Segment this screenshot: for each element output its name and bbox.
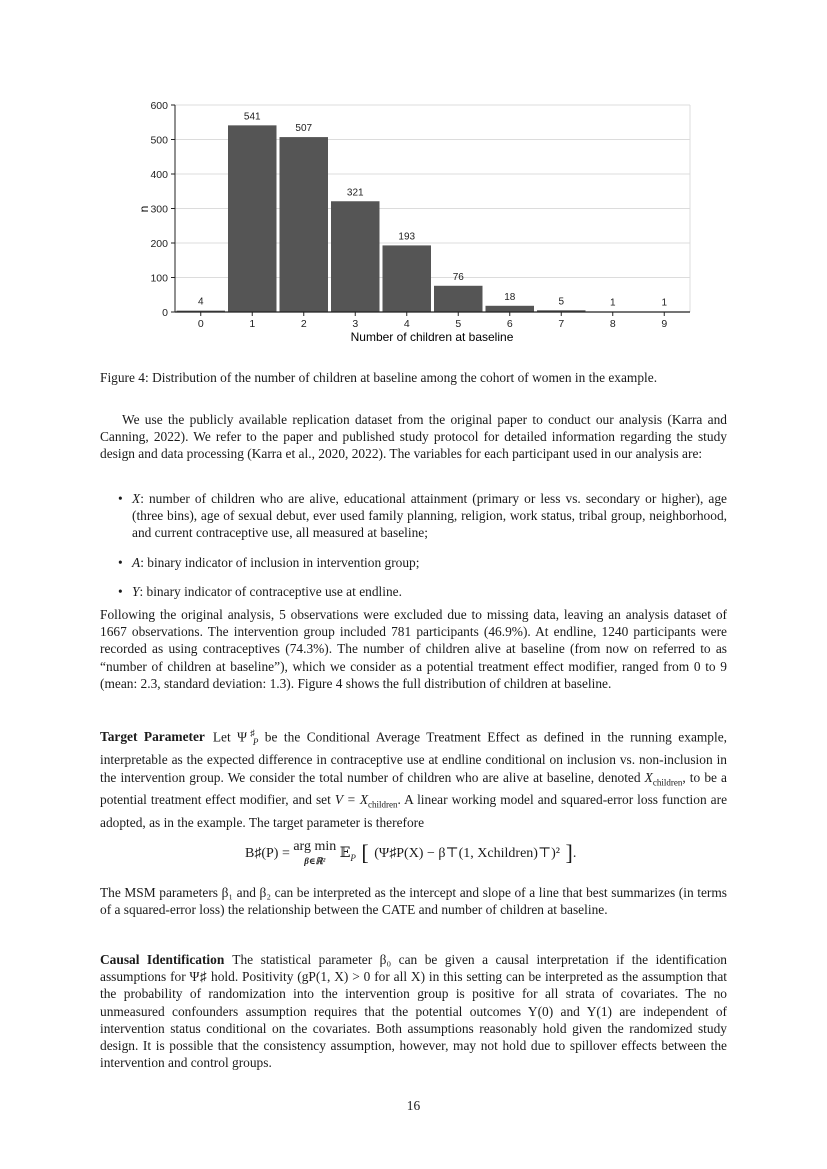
argmin-operator (293, 840, 336, 868)
expectation: 𝔼 (336, 846, 351, 861)
argmin-subscript: β∈ℝ² (304, 856, 326, 866)
causal-identification-section (100, 951, 727, 1071)
math-sub: children (368, 800, 398, 811)
section-heading: Causal Identification (100, 952, 225, 967)
expectation-subscript: P (350, 852, 356, 863)
variable-symbol: Y (132, 583, 140, 599)
y-tick-label: 300 (150, 203, 168, 216)
y-axis (150, 100, 175, 319)
y-tick-label: 400 (150, 169, 168, 181)
variable-description: : binary indicator of inclusion in intervention group; (140, 554, 420, 570)
data-label: 1 (661, 297, 668, 309)
x-axis (175, 312, 690, 330)
x-tick-label: 6 (506, 318, 513, 330)
target-parameter-paragraph (100, 725, 727, 832)
y-tick-label: 100 (150, 272, 168, 285)
x-tick-label: 5 (455, 318, 462, 330)
bars (177, 125, 689, 312)
math-sub: children (652, 777, 683, 788)
math-symbol: V = X (334, 792, 369, 808)
x-tick-label: 4 (403, 318, 410, 330)
y-tick-label: 600 (150, 100, 168, 112)
variable-description: : binary indicator of contraceptive use at endline. (139, 583, 402, 599)
list-item-x (100, 490, 727, 542)
bullet-icon: • (118, 491, 123, 506)
page-number: 16 (406, 1098, 421, 1113)
data-label: 193 (398, 231, 416, 243)
bar (228, 125, 277, 312)
data-section (100, 606, 727, 692)
target-parameter-section (100, 725, 727, 832)
list-item-y (100, 583, 727, 600)
x-tick-label: 7 (558, 318, 565, 330)
x-tick-label: 1 (249, 318, 256, 330)
data-label: 541 (243, 111, 261, 123)
text: , to be a potential treatment effect modifier, and set (100, 769, 728, 808)
math-sub: P (252, 737, 259, 748)
variable-description: : number of children who are alive, educational attainment (primary or less vs. secondary or higher), age (three bins), age of sexual debut, ever used family planning, religion, work status, tribal group, neighborhood, and current contraceptive use, all measured at baseline; (132, 491, 727, 541)
bracket-open: [ (355, 840, 375, 865)
x-axis-label: Number of children at baseline (350, 330, 514, 344)
data-paragraph: Following the original analysis, 5 observations were excluded due to missing data, leaving an analysis dataset of 1667 observations. The intervention group included 781 participants (46.9%). At endline, 1240 participants were recorded as using contraceptives (74.3%). The number of children alive at baseline (from now on referred to as “number of children at baseline”), which we consider as a potential treatment effect modifier, ranged from 0 to 9 (mean: 2.3, standard deviation: 1.3). Figure 4 shows the full distribution of children at baseline. (100, 607, 727, 691)
x-tick-label: 9 (661, 318, 668, 330)
x-tick-label: 2 (300, 318, 307, 330)
y-tick-label: 0 (162, 307, 168, 319)
variable-symbol: X (132, 491, 141, 506)
math-symbol: X (644, 769, 653, 785)
x-tick-label: 8 (609, 318, 616, 330)
data-label: 5 (558, 296, 565, 308)
text: Let Ψ (212, 729, 248, 745)
equation-body: (Ψ♯P(X) − β⊤(1, Xchildren)⊤)² (374, 846, 560, 861)
bar (486, 306, 535, 312)
equation-period: . (572, 846, 577, 861)
bar (331, 201, 380, 312)
bar-chart (120, 95, 700, 350)
target-equation (245, 840, 576, 868)
math-sup: ♯ (247, 728, 258, 738)
intro-paragraph: We use the publicly available replication dataset from the original paper to conduct our analysis (Karra and Canning, 2022). We refer to the paper and published study protocol for detailed information regarding the study design and data processing (Karra et al., 2020, 2022). The variables for each participant used in our analysis are: (100, 412, 727, 462)
data-label: 507 (295, 123, 313, 135)
section-heading: Target Parameter (100, 729, 205, 745)
text: The statistical parameter β₀ can be given a causal interpretation if the identification assumptions for Ψ♯ hold. Positivity (gP(1, X) > 0 for all X) in this setting can be interpreted as the assumption that the probability of randomization into the intervention group is positive for all strata of covariates. The no unmeasured confounders assumption requires that the potential outcomes Y(0) and Y(1) are independent of intervention status conditional on the covariates. Both assumptions reasonably hold given the randomized study design. It is possible that the consistency assumption, however, may not hold due to spillover effects between the intervention and control groups. (100, 952, 727, 1071)
y-tick-label: 500 (150, 134, 168, 147)
bar (434, 286, 483, 312)
bar (383, 245, 432, 312)
y-axis-label: n (137, 205, 151, 213)
variable-symbol: A (132, 554, 141, 570)
bracket-close: ] (559, 840, 573, 865)
variable-list (100, 490, 727, 612)
x-tick-label: 3 (352, 318, 359, 330)
argmin-label: arg min (293, 839, 337, 854)
bullet-icon: • (118, 554, 123, 570)
equation-lhs: B♯(P) = (245, 846, 294, 861)
text: be the Conditional Average Treatment Effect as defined in the running example, interpretable as the expected difference in contraceptive use at endline conditional on inclusion vs. non-inclusion in the intervention group. We consider the total number of children who are alive at baseline, denoted (100, 729, 728, 785)
x-tick-label: 0 (197, 318, 204, 330)
list-item-a (100, 554, 727, 571)
y-tick-label: 200 (150, 238, 168, 250)
figure-caption: Figure 4: Distribution of the number of children at baseline among the cohort of women in the example. (100, 370, 658, 385)
data-label: 76 (452, 271, 464, 283)
bullet-icon: • (118, 583, 123, 599)
msm-section (100, 884, 727, 918)
data-label: 4 (197, 296, 204, 308)
data-label: 1 (609, 297, 616, 309)
data-label: 321 (346, 187, 364, 199)
causal-identification-paragraph (100, 951, 727, 1071)
text: . A linear working model and squared-error loss function are adopted, as in the example. The target parameter is therefore (100, 792, 728, 831)
bar (280, 137, 329, 312)
data-label: 18 (504, 291, 516, 303)
msm-paragraph: The MSM parameters β₁ and β₂ can be interpreted as the intercept and slope of a line that best summarizes (in terms of a squared-error loss) the relationship between the CATE and number of children at baseline. (100, 885, 727, 918)
intro-section (100, 411, 727, 463)
